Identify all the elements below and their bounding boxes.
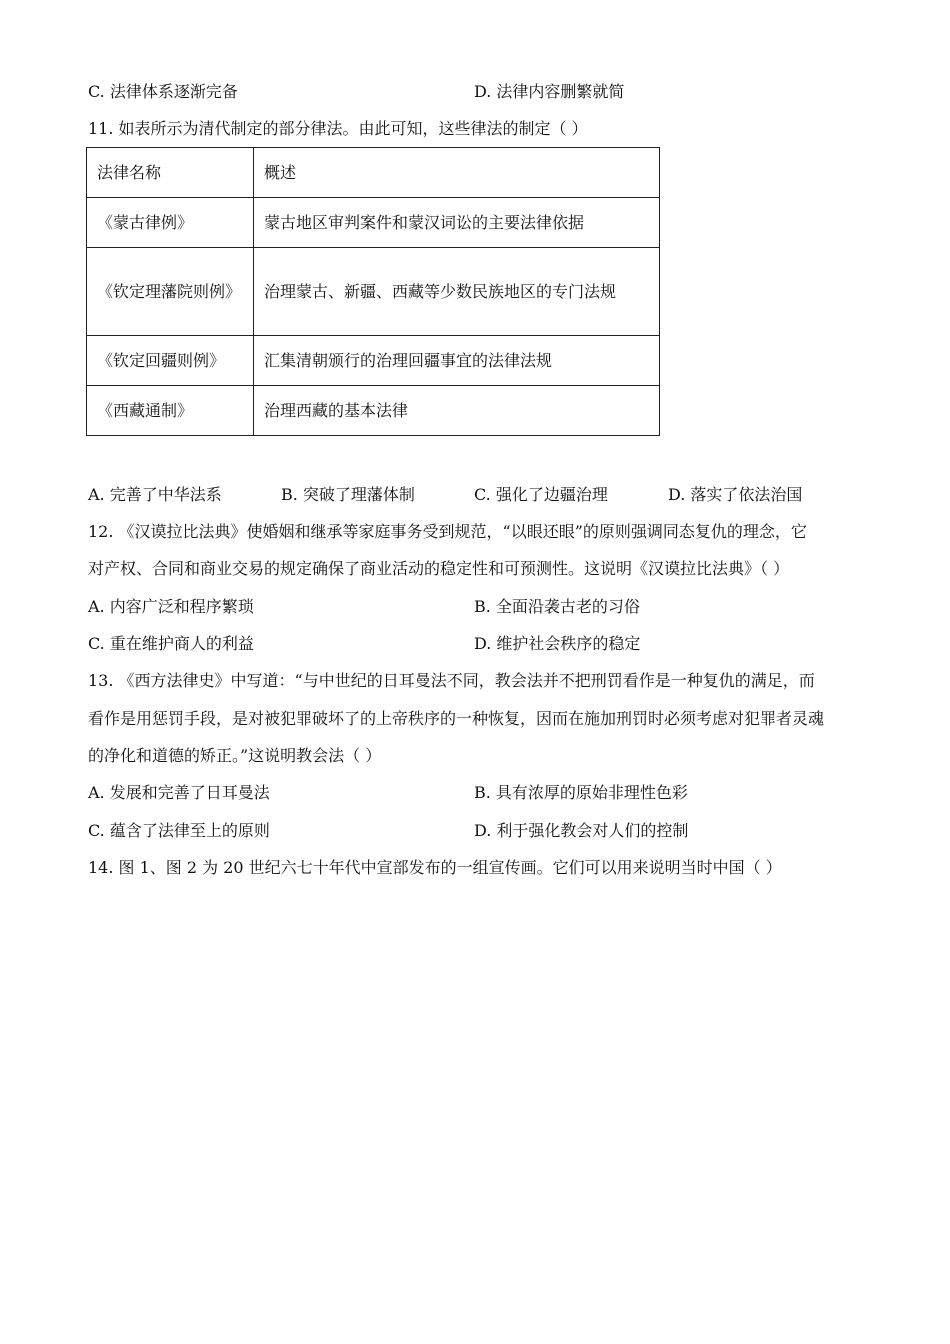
table-cell-law-name: 《西藏通制》 [87,386,254,436]
q12-stem-line2: 对产权、合同和商业交易的规定确保了商业活动的稳定性和可预测性。这说明《汉谟拉比法典》（ ） [88,559,790,578]
q11-stem: 11. 如表所示为清代制定的部分律法。由此可知，这些律法的制定（ ） [88,119,588,138]
q12-option-c: C. 重在维护商人的利益 [88,634,254,653]
q14-stem: 14. 图 1、图 2 为 20 世纪六七十年代中宣部发布的一组宣传画。它们可以用来说明当时中国（ ） [88,858,782,877]
q10-option-c: C. 法律体系逐渐完备 [88,82,238,101]
table-cell-summary: 蒙古地区审判案件和蒙汉词讼的主要法律依据 [254,198,660,248]
q12-option-d: D. 维护社会秩序的稳定 [474,634,641,653]
q13-stem-line1: 13. 《西方法律史》中写道：“与中世纪的日耳曼法不同，教会法并不把刑罚看作是一种复仇的满足，而 [88,671,815,690]
q13-option-b: B. 具有浓厚的原始非理性色彩 [474,783,688,802]
q13-option-d: D. 利于强化教会对人们的控制 [474,821,689,840]
table-row [87,198,660,248]
q13-stem-line2: 看作是用惩罚手段，是对被犯罪破坏了的上帝秩序的一种恢复，因而在施加刑罚时必须考虑对犯罪者灵魂 [88,709,825,728]
table-cell-law-name: 《蒙古律例》 [87,198,254,248]
q11-option-a: A. 完善了中华法系 [88,485,222,504]
table-header-name: 法律名称 [87,148,254,198]
table-row [87,386,660,436]
table-header-row [87,148,660,198]
table-cell-law-name: 《钦定回疆则例》 [87,336,254,386]
q12-option-b: B. 全面沿袭古老的习俗 [474,597,640,616]
q12-option-a: A. 内容广泛和程序繁琐 [88,597,254,616]
q11-option-c: C. 强化了边疆治理 [474,485,608,504]
table-row [87,336,660,386]
q11-option-b: B. 突破了理藩体制 [281,485,415,504]
q13-stem-line3: 的净化和道德的矫正。”这说明教会法（ ） [88,746,382,765]
table-header-summary: 概述 [254,148,660,198]
q10-option-d: D. 法律内容删繁就简 [474,82,625,101]
q11-law-table [86,147,660,436]
q13-option-c: C. 蕴含了法律至上的原则 [88,821,270,840]
table-cell-summary: 治理蒙古、新疆、西藏等少数民族地区的专门法规 [254,248,660,336]
table-cell-summary: 汇集清朝颁行的治理回疆事宜的法律法规 [254,336,660,386]
table-cell-summary: 治理西藏的基本法律 [254,386,660,436]
q13-option-a: A. 发展和完善了日耳曼法 [88,783,270,802]
q12-stem-line1: 12. 《汉谟拉比法典》使婚姻和继承等家庭事务受到规范，“以眼还眼”的原则强调同态复仇的理念，它 [88,522,807,541]
table-cell-law-name: 《钦定理藩院则例》 [87,248,254,336]
q11-option-d: D. 落实了依法治国 [668,485,803,504]
table-row [87,248,660,336]
